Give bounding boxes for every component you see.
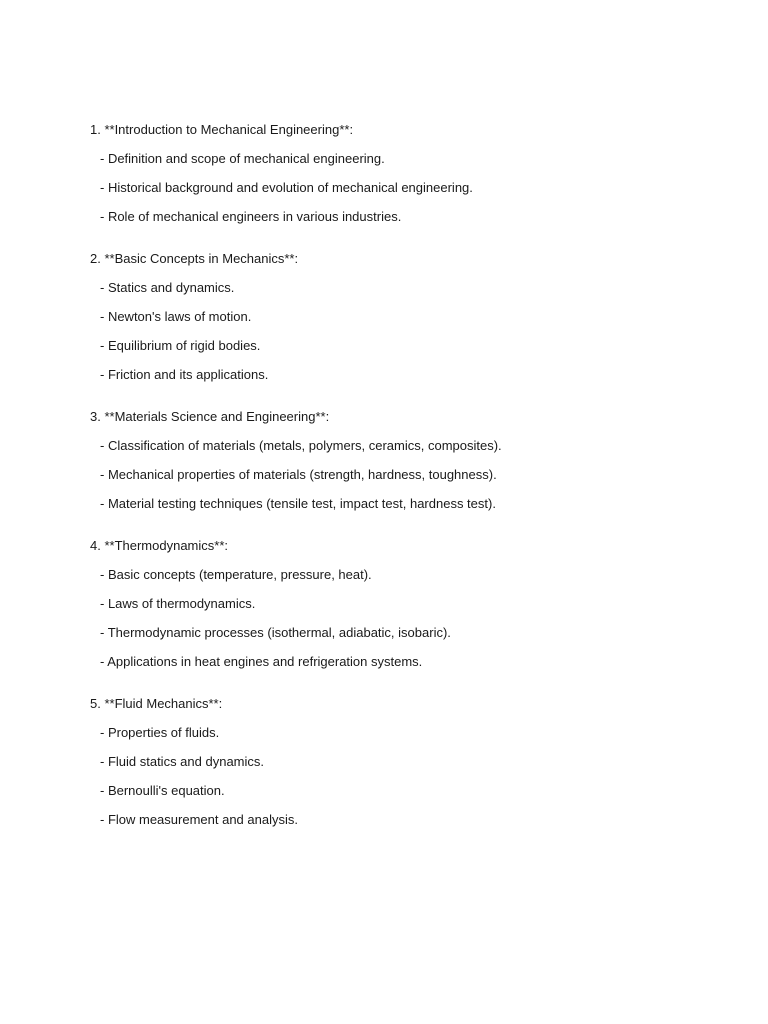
section-title: 3. **Materials Science and Engineering**: [90,409,330,424]
list-item: - Classification of materials (metals, polymers, ceramics, composites). [100,438,502,453]
section-introduction [90,120,768,227]
section-basic-concepts [90,249,768,385]
list-item: - Laws of thermodynamics. [100,596,256,611]
list-item: - Applications in heat engines and refrigeration systems. [100,654,423,669]
list-item: - Thermodynamic processes (isothermal, adiabatic, isobaric). [100,625,451,640]
list-item: - Material testing techniques (tensile test, impact test, hardness test). [100,496,496,511]
section-title: 5. **Fluid Mechanics**: [90,696,223,711]
list-item: - Historical background and evolution of mechanical engineering. [100,180,473,195]
section-title: 1. **Introduction to Mechanical Engineering**: [90,122,354,137]
list-item: - Newton's laws of motion. [100,309,252,324]
section-thermodynamics [90,536,768,672]
section-fluid-mechanics [90,694,768,830]
list-item: - Basic concepts (temperature, pressure, heat). [100,567,372,582]
list-item: - Flow measurement and analysis. [100,812,298,827]
list-item: - Statics and dynamics. [100,280,235,295]
list-item: - Mechanical properties of materials (strength, hardness, toughness). [100,467,497,482]
list-item: - Role of mechanical engineers in various industries. [100,209,402,224]
list-item: - Equilibrium of rigid bodies. [100,338,261,353]
list-item: - Fluid statics and dynamics. [100,754,265,769]
section-title: 2. **Basic Concepts in Mechanics**: [90,251,299,266]
list-item: - Definition and scope of mechanical engineering. [100,151,385,166]
section-materials [90,407,768,514]
list-item: - Friction and its applications. [100,367,269,382]
list-item: - Bernoulli's equation. [100,783,225,798]
list-item: - Properties of fluids. [100,725,220,740]
section-title: 4. **Thermodynamics**: [90,538,228,553]
